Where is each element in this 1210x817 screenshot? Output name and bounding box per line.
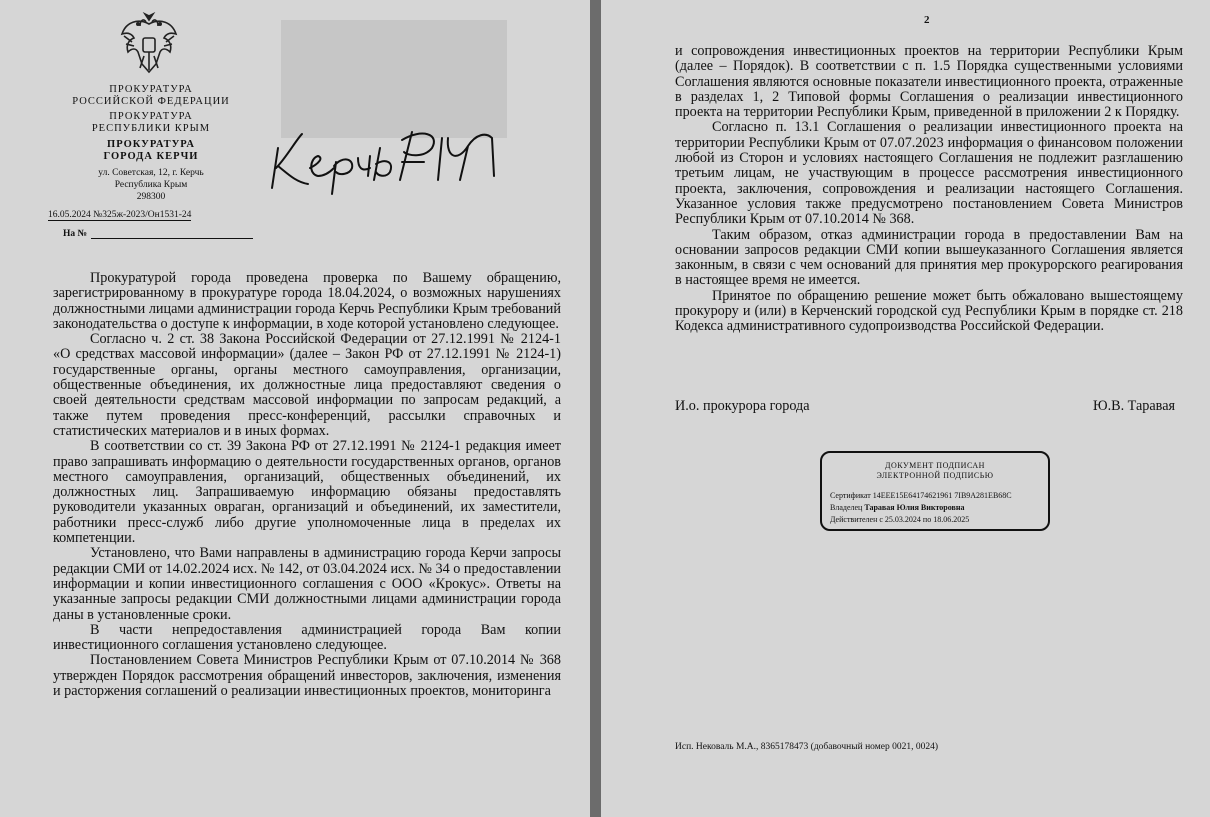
paragraph: Принятое по обращению решение может быть обжаловано вышестоящему прокурору и (или) в Керченский городской суд Республики Крым в порядке ст. 218 Кодекса административного судопроизводства Российской Федерации. <box>675 287 1183 335</box>
coat-of-arms-icon <box>118 12 180 78</box>
reference-label: На № <box>63 229 88 239</box>
org-name-line: ПРОКУРАТУРА <box>107 139 195 150</box>
org-name-line: РОССИЙСКОЙ ФЕДЕРАЦИИ <box>72 96 230 107</box>
page-gutter <box>590 0 601 817</box>
paragraph: В соответствии со ст. 39 Закона РФ от 27.12.1991 № 2124-1 редакция имеет право запрашивать информацию о деятельности государственных органов, органов местного самоуправления, организаций, общественных объединений, их должностных лиц. Запрашиваемую информацию обязаны предоставлять руководители указанных овраган, организаций и объединений, их заместители, работники пресс-служб либо другие уполномоченные лица в пределах их компетенции. <box>53 438 561 547</box>
electronic-signature-stamp <box>820 451 1050 531</box>
reference-number-line <box>63 228 257 239</box>
address-line: ул. Советская, 12, г. Керчь <box>98 168 204 178</box>
org-name-line: ПРОКУРАТУРА <box>109 111 193 122</box>
owner-label: Владелец <box>830 503 863 512</box>
signatory-name: Ю.В. Таравая <box>1093 398 1176 414</box>
letter-body-page-1 <box>53 271 561 699</box>
paragraph: Согласно ч. 2 ст. 38 Закона Российской Федерации от 27.12.1991 № 2124-1 «О средствах массовой информации» (далее – Закон РФ от 27.12.1991 № 2124-1) государственные органы, органы местного самоуправления, организации, общественные объединения, их должностные лица предоставляют сведения о своей деятельности средствам массовой информации по запросам редакций, а также путем проведения пресс-конференций, рассылки справочных и статистических материалов и в иных формах. <box>53 331 561 439</box>
paragraph: и сопровождения инвестиционных проектов на территории Республики Крым (далее – Порядок). В соответствии с п. 1.5 Порядка существенными условиями Соглашения являются основные показатели инвестиционного проекта, отраженные в разделах 1, 2 Типовой формы Соглашения о реализации инвестиционного проекта на территории Республики Крым, приведенной в приложении 2 к Порядку. <box>675 43 1183 121</box>
valid-value: с 25.03.2024 по 18.06.2025 <box>879 515 970 524</box>
handwritten-note <box>262 118 512 198</box>
stamp-title: ДОКУМЕНТ ПОДПИСАН <box>885 461 985 470</box>
cert-value: 14EEE15E64174621961 7IB9A281EB68C <box>872 491 1012 500</box>
document-page-1 <box>0 0 590 817</box>
cert-label: Сертификат <box>830 491 871 500</box>
stamp-title: ЭЛЕКТРОННОЙ ПОДПИСЬЮ <box>876 471 994 480</box>
address-line: 298300 <box>136 192 166 202</box>
paragraph: Прокуратурой города проведена проверка по Вашему обращению, зарегистрированному в прокуратуре города 18.04.2024, о возможных нарушениях должностными лицами администрации города Керчь Республики Крым требований законодательства о доступе к информации, в ходе которой установлено следующее. <box>53 270 561 332</box>
paragraph: В части непредоставления администрацией города Вам копии инвестиционного соглашения установлено следующее. <box>53 621 561 654</box>
registration-number: 16.05.2024 №325ж-2023/Он1531-24 <box>48 210 192 220</box>
owner-value: Таравая Юлия Викторовна <box>864 503 965 512</box>
page-number: 2 <box>924 14 930 26</box>
executor-footer: Исп. Нековаль М.А., 8365178473 (добавочный номер 0021, 0024) <box>675 742 939 752</box>
org-name-line: РЕСПУБЛИКИ КРЫМ <box>91 123 211 134</box>
org-name-line: ГОРОДА КЕРЧИ <box>103 151 199 162</box>
signatory-position: И.о. прокурора города <box>675 398 810 414</box>
address-line: Республика Крым <box>114 180 188 190</box>
paragraph: Согласно п. 13.1 Соглашения о реализации инвестиционного проекта на территории Республики Крым от 07.07.2023 информация о финансовом положении любой из Сторон и условиях настоящего Соглашения не подлежит разглашению третьим лицам, не участвующим в процессе рассмотрения инвестиционного проекта, заключения, сопровождения и реализации настоящего Соглашения. Указанное условия также предусмотрено постановлением Совета Министров Республики Крым от 07.10.2014 № 368. <box>675 119 1183 228</box>
org-name-line: ПРОКУРАТУРА <box>109 84 193 95</box>
letter-body-page-2 <box>675 44 1183 335</box>
paragraph: Таким образом, отказ администрации города в предоставлении Вам на основании запросов редакции СМИ копии вышеуказанного Соглашения является законным, в связи с чем оснований для принятия мер прокурорского реагирования в настоящее время не имеется. <box>675 226 1183 289</box>
paragraph: Установлено, что Вами направлены в администрацию города Керчи запросы редакции СМИ от 14.02.2024 исх. № 142, от 03.04.2024 исх. № 34 о предоставлении информации и копии инвестиционного соглашения с ООО «Крокус». Ответы на указанные запросы редакции СМИ должностными лицами администрации города даны в установленные сроки. <box>53 545 561 623</box>
valid-label: Действителен <box>830 515 878 524</box>
paragraph: Постановлением Совета Министров Республики Крым от 07.10.2014 № 368 утвержден Порядок рассмотрения обращений инвесторов, заключения, изменения и расторжения соглашений о реализации инвестиционных проектов, мониторинга <box>53 652 561 700</box>
